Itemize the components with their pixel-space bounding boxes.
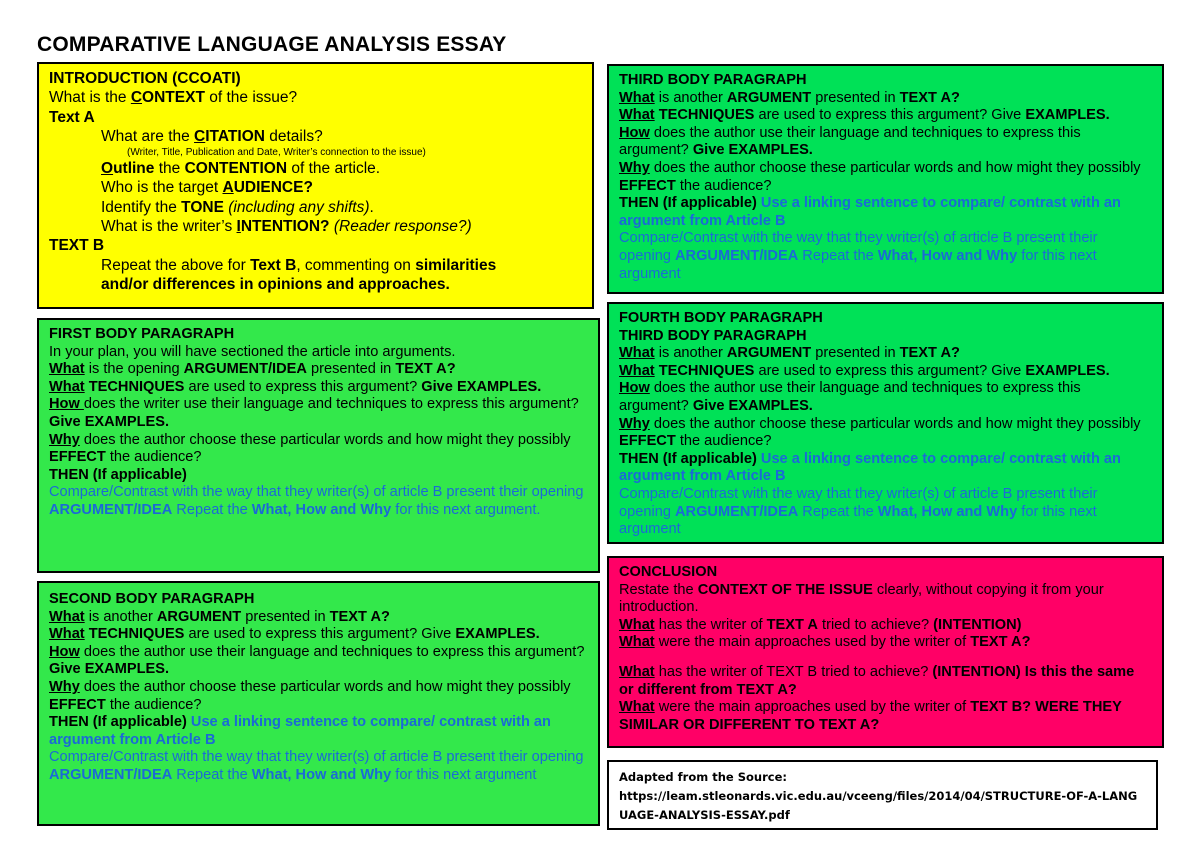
source-label: Adapted from the Source: [619,770,787,784]
target-audience: Who is the target AUDIENCE? [101,179,313,197]
conclusion-heading: CONCLUSION [619,564,718,580]
introduction-box [37,62,594,309]
source-url[interactable]: https://leam.stleonards.vic.edu.au/vceeng/files/2014/04/STRUCTURE-OF-A-LANGUAGE-ANALYSIS-ESSAY.pdf [619,789,1138,822]
introduction-heading: INTRODUCTION (CCOATI) [49,70,241,87]
fourth-l5: THEN (If applicable) Use a linking sentence to compare/ contrast with an argument from Article B [619,450,1121,485]
first-l1: In your plan, you will have sectioned the article into arguments. [49,343,456,360]
fourth-l6: Compare/Contrast with the way that they writer(s) of article B present their opening ARGUMENT/IDEA Repeat the What, How and Why for this next argument [619,485,1098,538]
second-body-paragraph-box [37,581,600,826]
fourth-body-paragraph-box [607,302,1164,544]
third-l4: Why does the author choose these particular words and how might they possibly EFFECT the audience? [619,159,1141,194]
first-l4: How does the writer use their language and techniques to express this argument? Give EXAMPLES. [49,396,579,430]
text-b-label: TEXT B [49,237,105,255]
first-heading: FIRST BODY PARAGRAPH [49,326,235,342]
third-l1: What is another ARGUMENT presented in TEXT A? [619,89,960,106]
first-l6: THEN (If applicable) [49,466,187,483]
identify-tone: Identify the TONE (including any shifts). [101,198,374,216]
conclusion-l2: What has the writer of TEXT A tried to achieve? (INTENTION) [619,616,1022,633]
source-box [607,760,1158,830]
page-title: COMPARATIVE LANGUAGE ANALYSIS ESSAY [37,33,507,56]
second-heading: SECOND BODY PARAGRAPH [49,591,255,607]
first-l2: What is the opening ARGUMENT/IDEA presented in TEXT A? [49,361,456,378]
writer-intention: What is the writer’s INTENTION? (Reader response?) [101,218,472,236]
third-l6: Compare/Contrast with the way that they writer(s) of article B present their opening ARGUMENT/IDEA Repeat the What, How and Why for this next argument [619,230,1098,282]
third-l3: How does the author use their language and techniques to express this argument? Give EXAMPLES. [619,124,1081,159]
fourth-l2: What TECHNIQUES are used to express this argument? Give EXAMPLES. [619,362,1110,379]
third-heading: THIRD BODY PARAGRAPH [619,72,807,88]
citation-question: What are the CITATION details? [101,127,323,145]
first-l7: Compare/Contrast with the way that they writer(s) of article B present their opening ARGUMENT/IDEA Repeat the What, How and Why for this next argument. [49,484,584,518]
repeat-for-text-b: Repeat the above for Text B, commenting on similarities [101,256,497,274]
second-l6: Compare/Contrast with the way that they writer(s) of article B present their opening ARGUMENT/IDEA Repeat the What, How and Why for this next argument [49,749,584,783]
first-body-paragraph-box [37,318,600,573]
conclusion-l1: Restate the CONTEXT OF THE ISSUE clearly, without copying it from your introduction. [619,581,1104,616]
conclusion-l4: What has the writer of TEXT B tried to achieve? (INTENTION) Is this the same or different from TEXT A? [619,663,1135,698]
conclusion-spacer [619,652,1152,664]
third-l2: What TECHNIQUES are used to express this argument? Give EXAMPLES. [619,107,1110,124]
repeat-for-text-b-cont: and/or differences in opinions and approaches. [101,275,450,293]
fourth-l4: Why does the author choose these particular words and how might they possibly EFFECT the audience? [619,415,1141,450]
second-l1: What is another ARGUMENT presented in TEXT A? [49,608,390,625]
citation-note: (Writer, Title, Publication and Date, Writer’s connection to the issue) [127,147,426,159]
context-question: What is the CONTEXT of the issue? [49,89,298,107]
third-l5: THEN (If applicable) Use a linking sentence to compare/ contrast with an argument from Article B [619,195,1121,229]
text-a-label: Text A [49,108,95,126]
first-l3: What TECHNIQUES are used to express this argument? Give EXAMPLES. [49,378,542,395]
second-l3: How does the author use their language and techniques to express this argument? Give EXAMPLES. [49,643,585,678]
fourth-heading: FOURTH BODY PARAGRAPH [619,310,823,326]
conclusion-l5: What were the main approaches used by the writer of TEXT B? WERE THEY SIMILAR OR DIFFERENT TO TEXT A? [619,699,1122,733]
conclusion-box [607,556,1164,748]
second-l4: Why does the author choose these particular words and how might they possibly EFFECT the audience? [49,678,571,713]
third-body-paragraph-box [607,64,1164,294]
first-l5: Why does the author choose these particular words and how might they possibly EFFECT the audience? [49,431,571,466]
fourth-l3: How does the author use their language and techniques to express this argument? Give EXAMPLES. [619,380,1081,414]
outline-contention: Outline the CONTENTION of the article. [101,160,381,178]
conclusion-l3: What were the main approaches used by the writer of TEXT A? [619,634,1031,651]
second-l2: What TECHNIQUES are used to express this argument? Give EXAMPLES. [49,626,540,643]
second-l5: THEN (If applicable) Use a linking sentence to compare/ contrast with an argument from Article B [49,714,551,748]
fourth-l1: What is another ARGUMENT presented in TEXT A? [619,345,960,362]
fourth-heading-2: THIRD BODY PARAGRAPH [619,327,807,344]
